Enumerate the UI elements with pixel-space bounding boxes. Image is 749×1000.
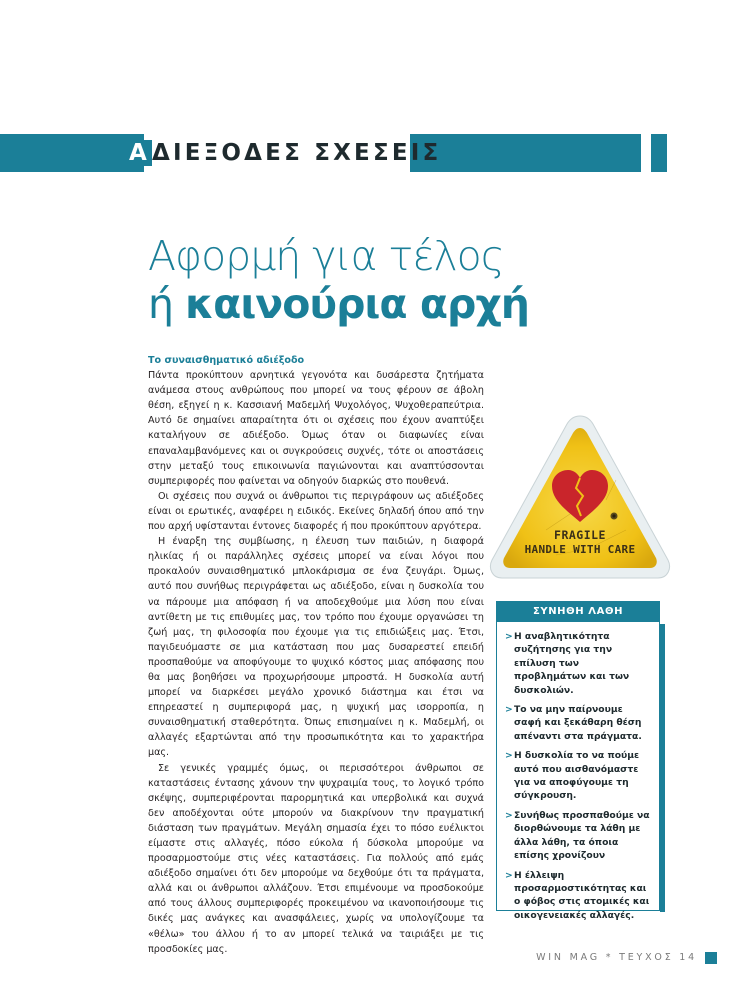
sidebar-accent-bar	[660, 624, 665, 912]
arrow-icon: >	[505, 750, 513, 762]
section-bar-gap	[641, 134, 651, 172]
sidebar-item-text: Η αναβλητικότητα συζήτησης για την επίλυση των προβλημάτων και των δυσκολιών.	[514, 631, 630, 696]
fragile-warning-sign-image	[486, 410, 674, 586]
sidebar-item	[505, 749, 653, 803]
headline-line-2	[148, 280, 529, 328]
sidebar-item-text: Η δυσκολία το να πούμε αυτό που αισθανόμαστε για να αποφύγουμε τη σύγκρουση.	[514, 750, 640, 802]
sidebar-item-text: Συνήθως προσπαθούμε να διορθώνουμε τα λάθη με άλλα λάθη, τα όποια επίσης χρονίζουν	[514, 809, 650, 862]
headline-line-1: Αφορμή για τέλος	[148, 232, 504, 280]
sign-text-handle-with-care: HANDLE WITH CARE	[524, 543, 636, 556]
section-bar-tail	[651, 134, 667, 172]
headline-line-2-light: ή	[148, 280, 186, 328]
sidebar-list	[497, 630, 659, 922]
common-mistakes-sidebar	[496, 601, 660, 921]
footer-square-marker	[705, 952, 717, 964]
article-subhead: Το συναισθηματικό αδιέξοδο	[148, 355, 305, 366]
page-footer: WIN MAG * ΤΕΥΧΟΣ 14	[536, 952, 697, 963]
article-headline	[148, 232, 529, 328]
section-title	[129, 134, 441, 172]
arrow-icon: >	[505, 631, 513, 642]
section-title-rest: ΔΙΕΞΟΔΕΣ ΣΧΕΣΕΙΣ	[152, 140, 442, 166]
section-title-initial: Α	[129, 140, 151, 166]
sign-text-fragile: FRAGILE	[554, 528, 606, 542]
article-paragraph-4: Σε γενικές γραμμές όμως, οι περισσότεροι άνθρωποι σε καταστάσεις έντασης χάνουν την ψυχραιμία τους, το λογικό τρόπο σκέψης, συμπεριφέρονται παρορμητικά και υπερβολικά και συχνά δεν αποδέχονται ούτε μπορούν να διακρίνουν την πραγματική διάσταση των πραγμάτων. Μεγάλη σημασία έχει το πόσο ευέλικτοι είμαστε στις αλλαγές, πόσο εύκολα ή δύσκολα μπορούμε να προσαρμοστούμε στις νέες καταστάσεις. Για πολλούς από εμάς αδιέξοδο σημαίνει ότι δεν μπορούμε να δεχθούμε ότι τα πράγματα, αλλά και οι άνθρωποι αλλάζουν. Έτσι επιμένουμε να προσδοκούμε από τους άλλους συμπεριφορές προκειμένου να ικανοποιήσουμε τις δικές μας ανάγκες και ανασφάλειες, χωρίς να υπολογίζουμε τα «θέλω» του άλλου ή το αν μπορεί τελικά να ταιριάξει με τις προσδοκίες μας.	[148, 762, 484, 955]
sidebar-item	[505, 703, 653, 743]
sidebar-item	[505, 869, 653, 923]
sidebar-item-text: Το να μην παίρνουμε σαφή και ξεκάθαρη θέση απέναντι στα πράγματα.	[514, 704, 642, 742]
arrow-icon: >	[505, 869, 513, 881]
article-paragraph-3: Η έναρξη της συμβίωσης, η έλευση των παιδιών, η διαφορά ηλικίας ή οι παράλληλες σχέσεις μπορεί να είναι λόγοι που προκαλούν συναισθηματικό μπλοκάρισμα σε ένα ζευγάρι. Όμως, αυτό που συνήθως περιγράφεται ως αδιέξοδο, είναι η δυσκολία του να πάρουμε μια απόφαση ή να αποδεχθούμε μια λύση που είναι αντίθετη με τις επιθυμίες μας, τον τρόπο που έχουμε οργανώσει τη ζωή μας, τη φιλοσοφία που έχουμε για τις επιδιώξεις μας. Έτσι, παγιδευόμαστε σε μια κατάσταση που μας δυσαρεστεί επειδή προσπαθούμε να αποφύγουμε το ψυχικό κόστος μιας απόφασης που θα μας βοηθήσει να προχωρήσουμε μπροστά. Η δυσκολία αυτή μπορεί να διαρκέσει μεγάλο χρονικό διάστημα και έτσι να επηρεαστεί η συμπεριφορά μας, η ψυχική μας ισορροπία, η συναισθηματική σταθερότητα. Όπως επισημαίνει η κ. Μαδεμλή, οι αλλαγές εξαρτώνται από την προσωπικότητα και το χαρακτήρα μας.	[148, 536, 484, 759]
article-body	[148, 353, 484, 957]
article-paragraph-2: Οι σχέσεις που συχνά οι άνθρωποι τις περιγράφουν ως αδιέξοδες είναι οι ερωτικές, αναφέρει η ειδικός. Εκείνες δηλαδή όπου από την που αρχή υφίστανται έντονες διαφορές ή που προκύπτουν αργότερα.	[148, 490, 484, 533]
headline-line-2-bold: καινούρια αρχή	[185, 280, 530, 328]
warning-triangle-icon	[486, 410, 674, 586]
article-paragraph-1: Πάντα προκύπτουν αρνητικά γεγονότα και δυσάρεστα ζητήματα ανάμεσα στους ανθρώπους που μπορεί να τους φέρουν σε άβολη θέση, εξηγεί η κ. Κασσιανή Μαδεμλή Ψυχολόγος, Ψυχοθεραπεύτρια. Αυτό δε σημαίνει απαραίτητα ότι οι σχέσεις που έχουν αναπτύξει καταλήγουν σε αδιέξοδο. Όμως όταν οι διαφωνίες είναι επαναλαμβανόμενες και οι συγκρούσεις συχνές, τότε οι αποστάσεις στην μεταξύ τους επικοινωνία παγιώνονται και αναπτύσσονται συμπεριφορές που φαίνεται να οδηγούν διαρκώς στο πουθενά.	[148, 370, 484, 487]
arrow-icon: >	[505, 704, 513, 716]
sidebar-item	[505, 630, 653, 697]
sidebar-item	[505, 809, 653, 863]
sidebar-title: ΣΥΝΗΘΗ ΛΑΘΗ	[497, 602, 659, 622]
arrow-icon: >	[505, 809, 513, 821]
sidebar-item-text: Η έλλειψη προσαρμοστικότητας και ο φόβος στις ατομικές και οικογενειακές αλλαγές.	[514, 869, 650, 921]
